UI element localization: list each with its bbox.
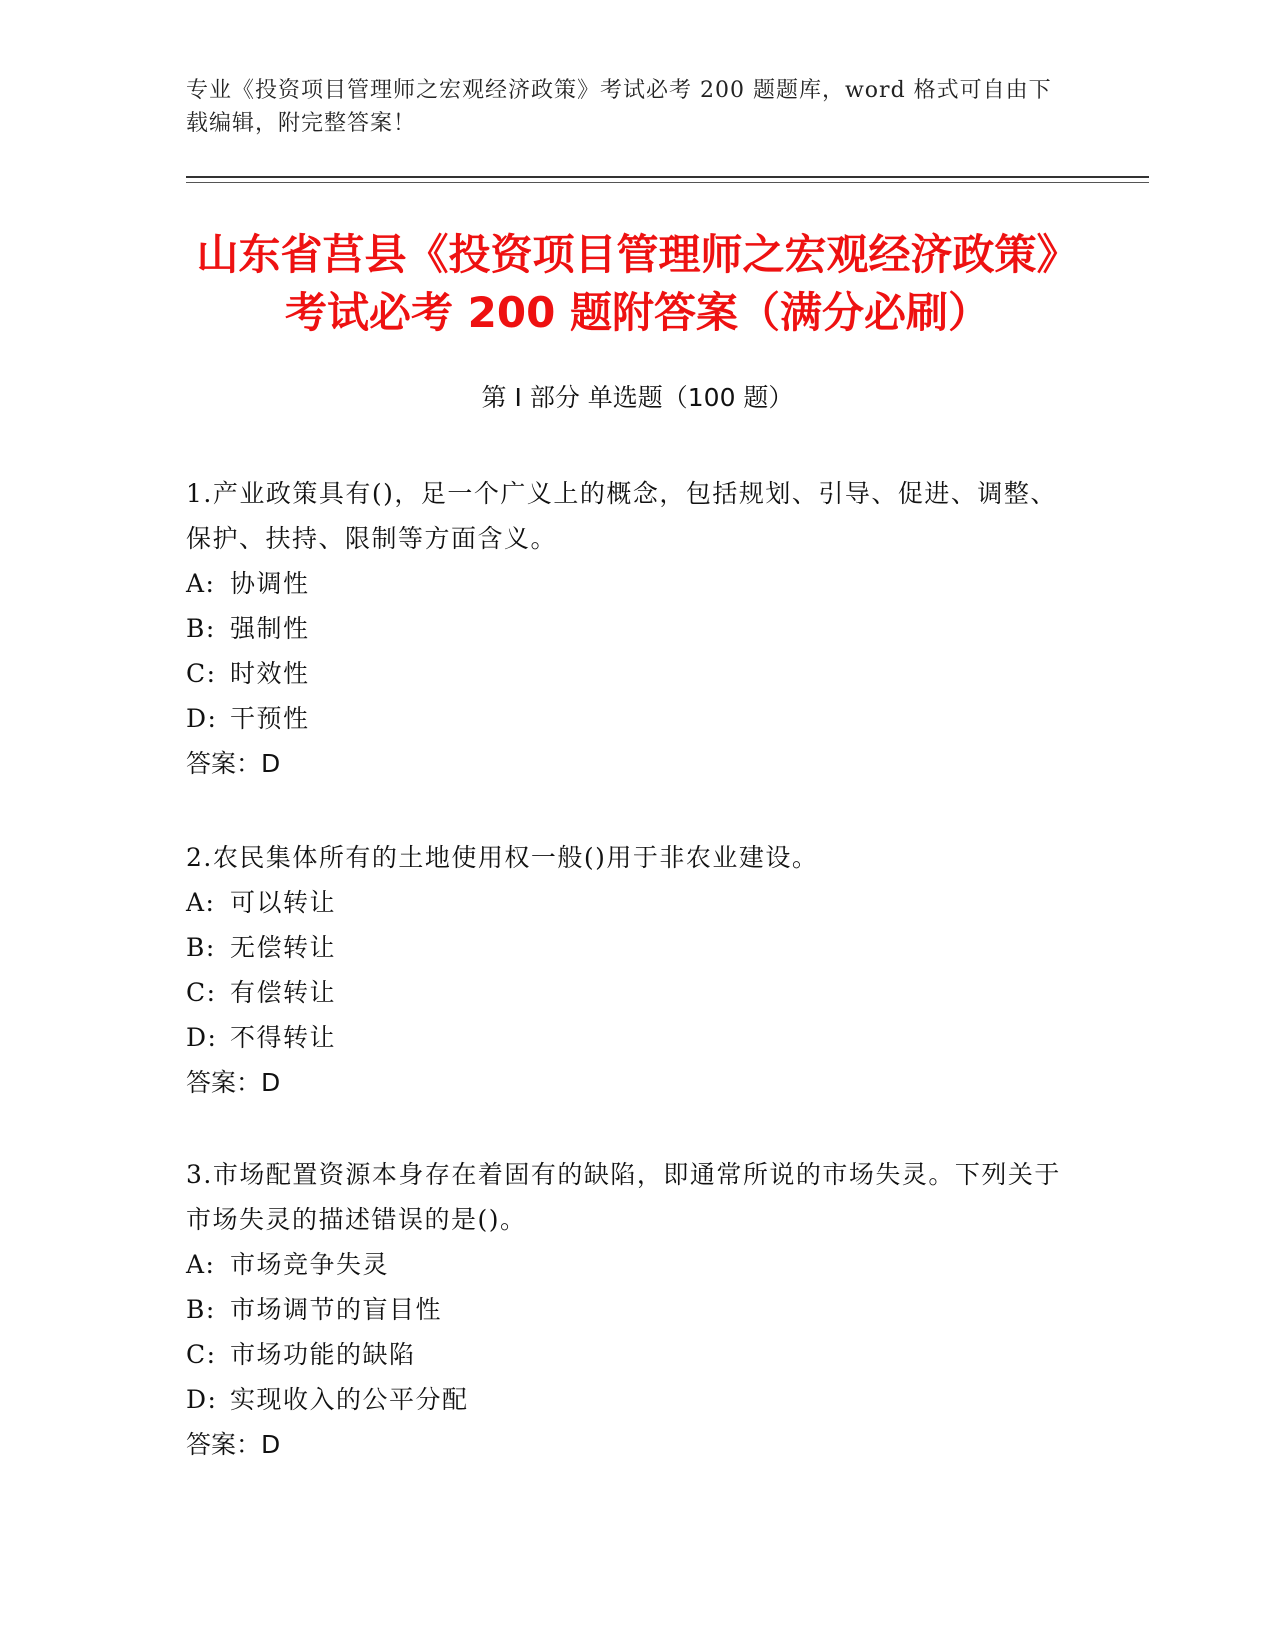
option-text: 强制性 [230,614,310,643]
option-letter: C: [186,659,217,688]
option-text: 市场竞争失灵 [230,1250,390,1279]
option-letter: D: [186,704,218,733]
option-text: 协调性 [230,569,310,598]
document-title: 山东省莒县《投资项目管理师之宏观经济政策》考试必考 200 题附答案（满分必刷） [196,230,1079,337]
option-letter: B: [186,1295,216,1324]
option-text: 时效性 [230,659,310,688]
option-c [186,970,1066,1015]
option-c [186,651,1066,696]
option-text: 市场调节的盲目性 [230,1295,443,1324]
option-d [186,696,1066,741]
question-stem: 2.农民集体所有的土地使用权一般()用于非农业建设。 [186,843,819,872]
answer-line: 答案：D [186,1430,281,1459]
option-text: 干预性 [230,704,310,733]
option-b [186,606,1066,651]
option-letter: B: [186,614,216,643]
option-text: 无偿转让 [230,933,337,962]
question-1 [186,471,1066,787]
option-a [186,880,1066,925]
option-text: 可以转让 [230,888,337,917]
option-b [186,1287,1066,1332]
question-3 [186,1152,1066,1468]
option-text: 不得转让 [230,1023,337,1052]
header-note: 专业《投资项目管理师之宏观经济政策》考试必考 200 题题库，word 格式可自由下载编辑，附完整答案！ [186,78,1052,136]
header-divider-thin [186,182,1149,183]
option-text: 市场功能的缺陷 [230,1340,416,1369]
option-letter: C: [186,1340,217,1369]
option-letter: D: [186,1023,218,1052]
option-letter: A: [186,1250,216,1279]
question-stem: 1.产业政策具有()，足一个广义上的概念，包括规划、引导、促进、调整、保护、扶持、限制等方面含义。 [186,479,1057,553]
option-b [186,925,1066,970]
option-a [186,561,1066,606]
option-letter: C: [186,978,217,1007]
answer-line: 答案：D [186,1068,281,1097]
option-letter: A: [186,569,216,598]
option-letter: B: [186,933,216,962]
option-text: 实现收入的公平分配 [230,1385,469,1414]
option-text: 有偿转让 [230,978,337,1007]
section-title: 第 I 部分 单选题（100 题） [481,383,794,412]
option-d [186,1015,1066,1060]
question-stem: 3.市场配置资源本身存在着固有的缺陷，即通常所说的市场失灵。下列关于市场失灵的描述错误的是()。 [186,1160,1061,1234]
header-divider-thick [186,176,1149,178]
option-letter: A: [186,888,216,917]
option-d [186,1377,1066,1422]
option-c [186,1332,1066,1377]
question-2 [186,835,1066,1106]
answer-line: 答案：D [186,749,281,778]
option-letter: D: [186,1385,218,1414]
option-a [186,1242,1066,1287]
